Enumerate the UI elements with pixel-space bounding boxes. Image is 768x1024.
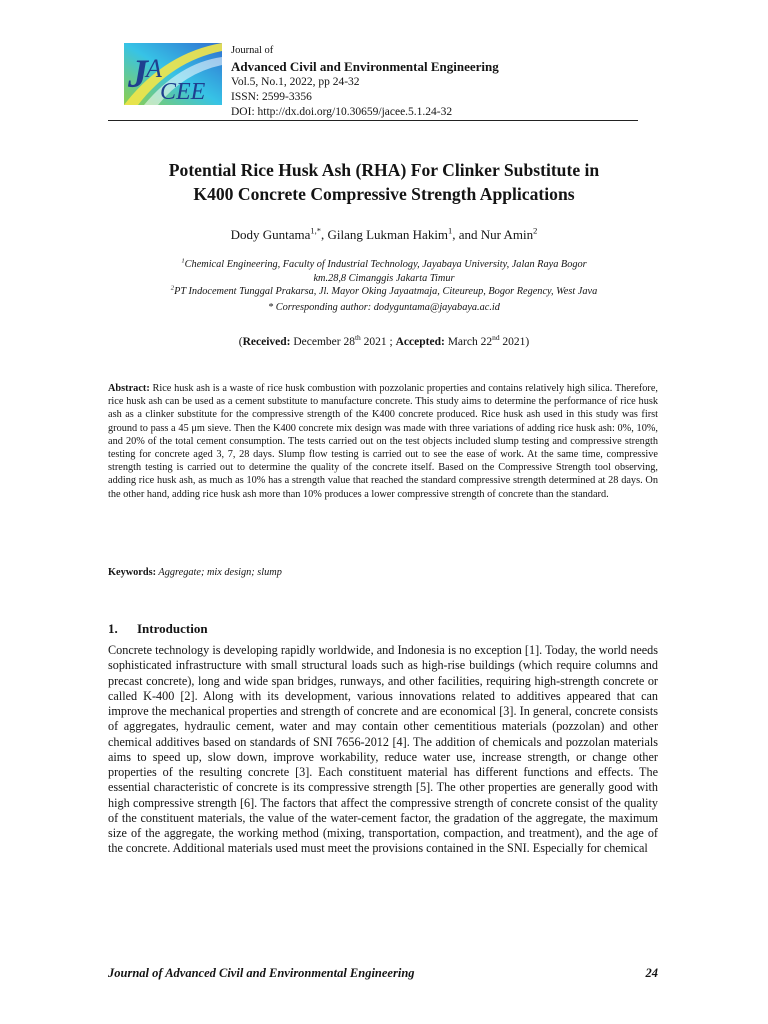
keywords-text: Aggregate; mix design; slump [156, 567, 282, 578]
affiliation-1 [96, 258, 672, 272]
received-year: 2021 ; [360, 336, 396, 348]
header-divider [108, 120, 638, 121]
author-2-affil: 1 [448, 225, 453, 236]
received-date: December 28 [290, 336, 355, 348]
journal-of-label: Journal of [231, 45, 274, 56]
keywords [108, 567, 658, 578]
page-footer [108, 966, 658, 981]
title-line-2: K400 Concrete Compressive Strength Applications [193, 184, 575, 204]
abstract [108, 382, 658, 501]
dates-open-paren: ( [238, 336, 243, 348]
affiliation-1-line-1: Chemical Engineering, Faculty of Industrial Technology, Jayabaya University, Jalan Raya Bogor [184, 259, 587, 270]
section-title: Introduction [137, 621, 208, 636]
keywords-label: Keywords: [108, 567, 157, 578]
received-label: Received: [242, 336, 291, 348]
author-list [96, 227, 672, 243]
accepted-year: 2021) [499, 336, 530, 348]
volume-info: Vol.5, No.1, 2022, pp 24-32 [231, 76, 360, 88]
affiliation-1-line-2: km.28,8 Cimanggis Jakarta Timur [313, 272, 455, 284]
received-date-suffix: th [354, 333, 361, 343]
author-1: Dody Guntama [230, 227, 311, 242]
introduction-body: Concrete technology is developing rapidly worldwide, and Indonesia is no exception [1]. Today, the world needs sophisticated infrastructure with small structural loads such as high-rise buildings (which require columns and precast concrete), long and wide span bridges, runways, and other facilities, requiring high-strength concrete or called K-400 [2]. Along with its development, various innovations related to additives appeared that can improve the mechanical properties and strength of concrete and are economical [3]. In general, concrete consists of aggregates, hydraulic cement, water and may contain other cementitious materials (pozzolan) and other chemical additives based on standards of SNI 7656-2012 [4]. The addition of chemicals and pozzolan materials aims to speed up, slow down, improve workability, reduce water use, increase strength, or change other properties of the resulting concrete [3]. Each constituent material has different functions and effects. The essential characteristic of concrete is its compressive strength [5]. The other properties are generally good with high compressive strength [6]. The factors that affect the compressive strength of concrete consist of the quality of the constituent materials, the value of the water-cement factor, the gradation of the aggregate, the maximum size of the aggregate, the working method (mixing, transportation, compaction, and treatment), and the age of the concrete. Additional materials used must meet the provisions contained in the SNI. Especially for chemical [108, 643, 658, 856]
paper-title [96, 158, 672, 206]
accepted-label: Accepted: [395, 336, 445, 348]
abstract-label: Abstract: [108, 383, 150, 394]
affiliation-2-marker: 2 [170, 284, 175, 292]
submission-dates [96, 333, 672, 348]
affiliation-2-text: PT Indocement Tunggal Prakarsa, Jl. Mayor Oking Jayaatmaja, Citeureup, Bogor Regency, West Java [174, 286, 598, 297]
footer-journal-name: Journal of Advanced Civil and Environmental Engineering [108, 966, 415, 980]
journal-name: Advanced Civil and Environmental Engineering [231, 59, 499, 74]
affiliation-2 [96, 285, 672, 299]
accepted-date-suffix: nd [492, 333, 500, 343]
journal-logo [124, 43, 222, 105]
corresponding-author: * Corresponding author: dodyguntama@jayabaya.ac.id [268, 301, 500, 313]
affiliation-1-marker: 1 [181, 257, 185, 265]
jacee-logo-graphic [124, 43, 222, 105]
author-1-affil: 1,* [310, 225, 321, 236]
author-3-affil: 2 [533, 225, 538, 236]
title-line-1: Potential Rice Husk Ash (RHA) For Clinker Substitute in [168, 160, 600, 180]
journal-info [231, 43, 499, 120]
section-number: 1. [108, 621, 118, 636]
accepted-date: March 22 [444, 336, 493, 348]
author-2: , Gilang Lukman Hakim [320, 227, 449, 242]
abstract-text: Rice husk ash is a waste of rice husk combustion with pozzolanic properties and contains relatively high silica. Therefore, rice husk ash can be used as a cement substitute to manufacture concrete. This study aims to determine the performance of rice husk ash as a clinker substitute for the compressive strength of the K400 concrete produced. Rice husk ash used in this study was first ground to pass a 45 μm sieve. Then the K400 concrete mix design was made with three variations of adding rice husk ash: 0%, 10%, and 20% of the total cement consumption. The tests carried out on the test objects included slump testing and compressive strength testing for concrete aged 3, 7, 28 days. Slump flow testing is carried out to see the ease of work. At the same time, compressive strength testing is carried out to determine the quality of the concrete itself. Based on the Compressive Strength tool observing, adding rice husk ash, as much as 10% has a strength value that reached the standard compressive strength determined at 28 days. On the other hand, adding rice husk ash more than 10% produces a lower compressive strength of concrete than the standard. [108, 383, 658, 500]
logo-letters-cee: CEE [160, 79, 206, 105]
issn: ISSN: 2599-3356 [231, 91, 312, 103]
affiliations [96, 258, 672, 314]
page-number: 24 [645, 966, 658, 980]
section-heading-introduction [108, 621, 208, 637]
doi-link[interactable]: DOI: http://dx.doi.org/10.30659/jacee.5.1.24-32 [231, 106, 453, 118]
logo-letter-a: A [146, 54, 162, 83]
logo-letter-j: J [128, 51, 148, 96]
author-3: , and Nur Amin [452, 227, 534, 242]
